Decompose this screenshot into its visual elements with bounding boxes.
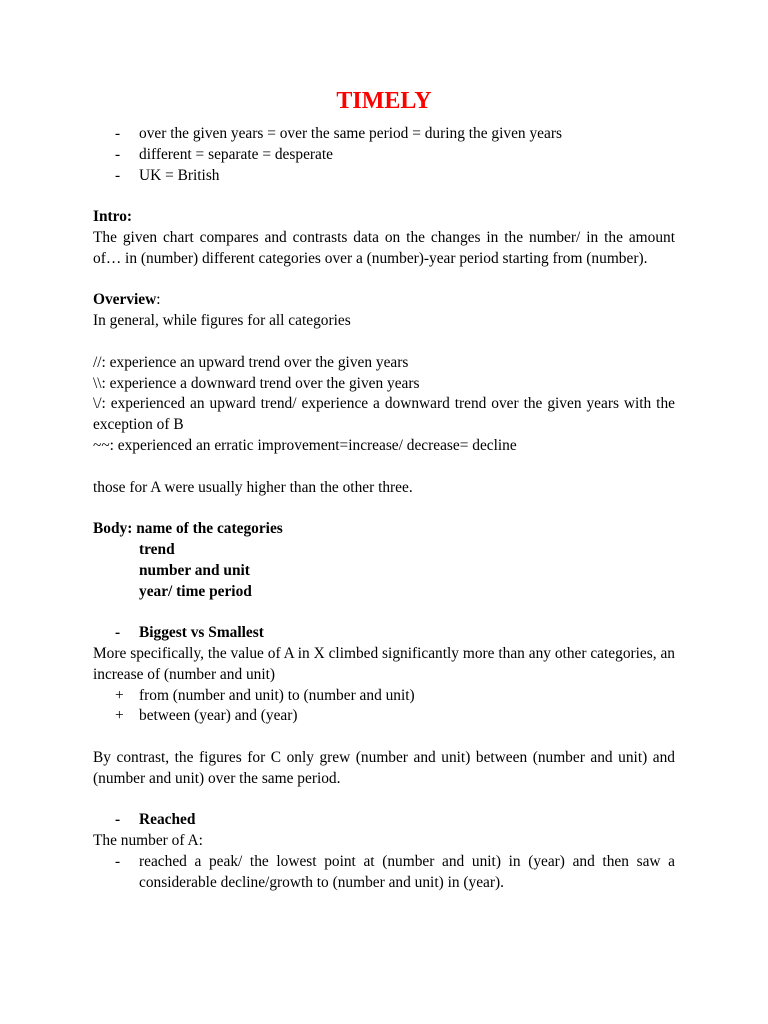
synonym-text: over the given years = over the same period = during the given years xyxy=(139,125,562,142)
intro-paragraph: The given chart compares and contrasts data on the changes in the number/ in the amount of… in (number) different categories over a (number)-year period starting from (number). xyxy=(93,228,675,267)
plus-bullet: + xyxy=(115,707,124,725)
list-item xyxy=(93,124,675,145)
overview-heading-line xyxy=(93,290,675,311)
list-item xyxy=(93,686,675,707)
contrast-paragraph: By contrast, the figures for C only grew (number and unit) between (number and unit) and (number and unit) over the same period. xyxy=(93,748,675,787)
dash-bullet: - xyxy=(115,852,121,870)
overview-colon: : xyxy=(156,291,161,309)
biggest-heading: Biggest vs Smallest xyxy=(139,624,264,642)
synonym-text: UK = British xyxy=(139,166,220,184)
trend-line: \/: experienced an upward trend/ experience a downward trend over the given years with the exception of B xyxy=(93,395,675,434)
dash-bullet: - xyxy=(115,125,121,142)
overview-heading: Overview xyxy=(93,291,157,309)
biggest-heading-item xyxy=(93,623,675,644)
reached-heading-item xyxy=(93,810,675,831)
overview-line: In general, while figures for all categories xyxy=(93,312,351,330)
synonym-text: different = separate = desperate xyxy=(139,145,333,163)
body-heading: Body: name of the categories xyxy=(93,520,283,538)
dash-bullet: - xyxy=(115,145,121,163)
document-page xyxy=(93,86,675,893)
trend-line: ~~: experienced an erratic improvement=increase/ decrease= decline xyxy=(93,436,517,454)
dash-bullet: - xyxy=(115,811,121,829)
body-item: number and unit xyxy=(139,561,250,579)
point-text: between (year) and (year) xyxy=(139,707,298,725)
list-item xyxy=(93,852,675,894)
overview-closing: those for A were usually higher than the other three. xyxy=(93,478,413,496)
reached-heading: Reached xyxy=(139,811,196,829)
list-item xyxy=(93,166,675,187)
point-text: from (number and unit) to (number and unit) xyxy=(139,686,415,704)
trend-line: //: experience an upward trend over the given years xyxy=(93,353,409,371)
dash-bullet: - xyxy=(115,624,121,642)
list-item xyxy=(93,145,675,166)
trend-line: \\: experience a downward trend over the given years xyxy=(93,374,420,392)
body-item: year/ time period xyxy=(139,582,252,600)
biggest-paragraph: More specifically, the value of A in X climbed significantly more than any other categories, an increase of (number and unit) xyxy=(93,644,675,683)
intro-heading: Intro: xyxy=(93,208,133,226)
page-title: TIMELY xyxy=(336,88,432,114)
plus-bullet: + xyxy=(115,686,124,704)
list-item xyxy=(93,706,675,727)
body-item: trend xyxy=(139,540,175,558)
dash-bullet: - xyxy=(115,166,121,184)
reached-intro: The number of A: xyxy=(93,832,203,850)
reached-text: reached a peak/ the lowest point at (number and unit) in (year) and then saw a considerable decline/growth to (number and unit) in (year). xyxy=(139,852,675,891)
